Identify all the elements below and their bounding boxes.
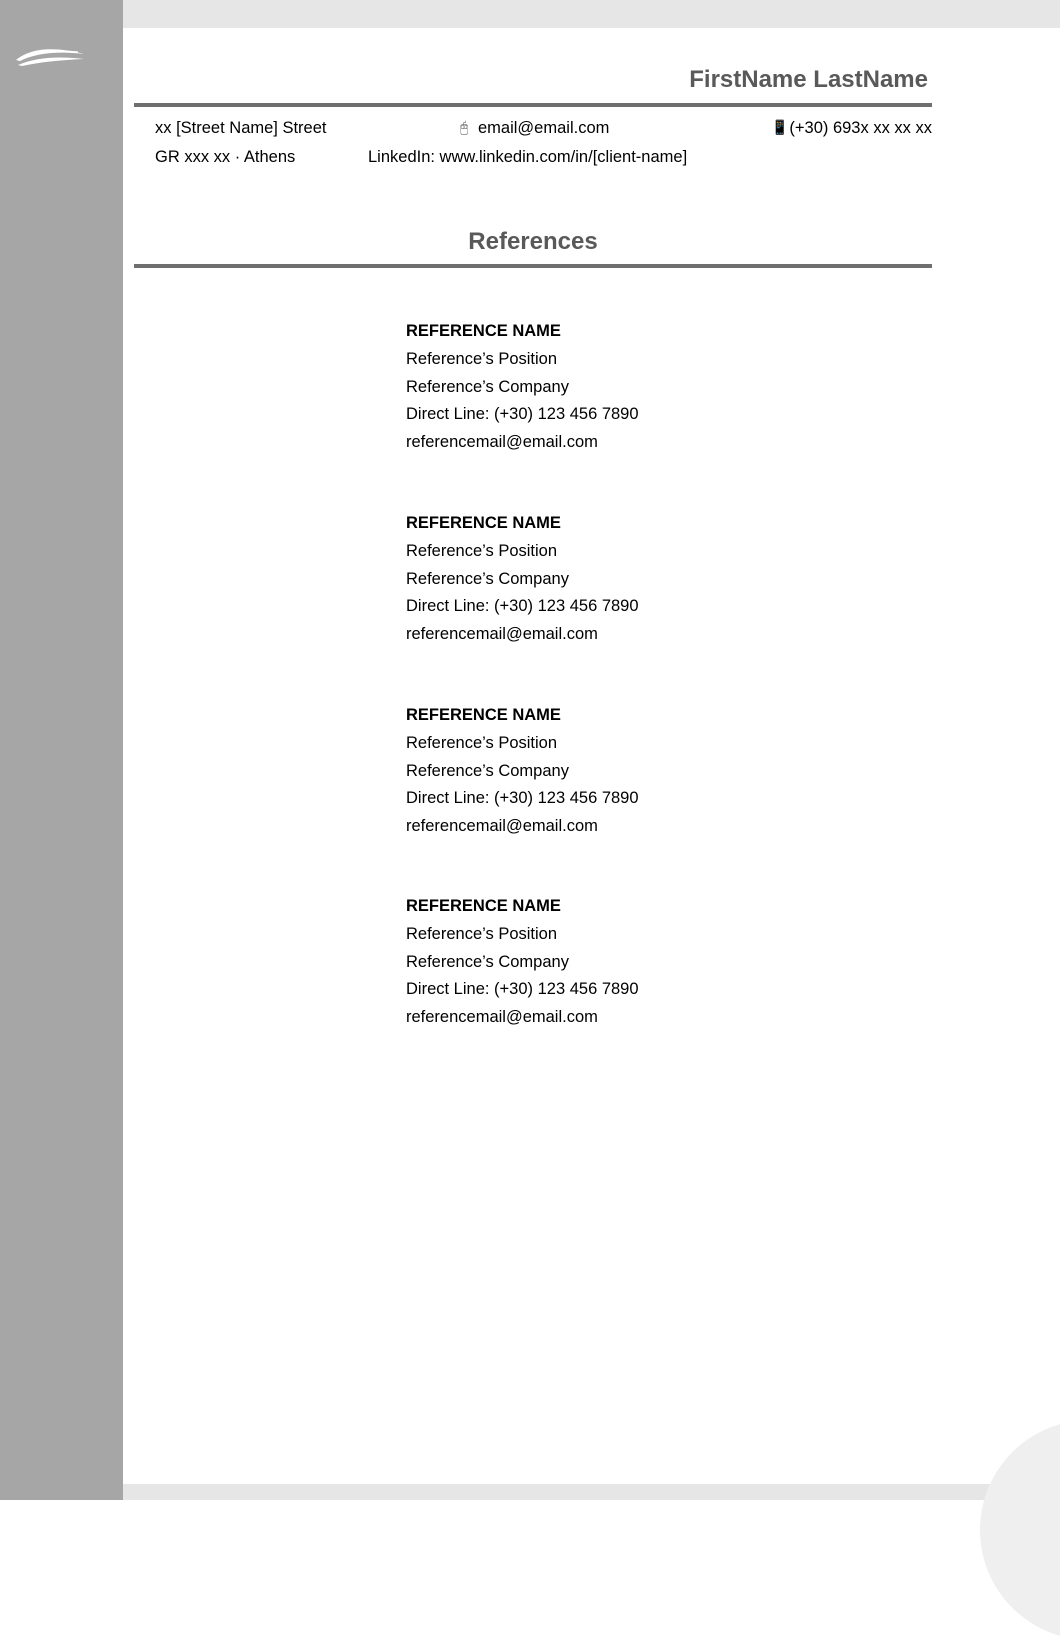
reference-block [406,702,639,841]
reference-company: Reference’s Company [406,952,569,971]
mobile-phone-icon: 📱 [771,119,789,135]
reference-company: Reference’s Company [406,569,569,588]
section-title: References [468,228,598,255]
reference-company: Reference’s Company [406,377,569,396]
sidebar [0,0,123,1500]
bottom-band [123,1484,1060,1500]
city-address: GR xxx xx · Athens [155,148,296,166]
reference-block [406,893,639,1032]
reference-email[interactable]: referencemail@email.com [406,433,598,452]
reference-direct-line: Direct Line: (+30) 123 456 7890 [406,980,639,999]
email-contact[interactable] [460,119,609,138]
swoosh-logo-icon [14,44,86,70]
phone-text: (+30) 693x xx xx xx [789,119,932,137]
reference-direct-line: Direct Line: (+30) 123 456 7890 [406,597,639,616]
corner-decoration [980,1420,1060,1640]
reference-email[interactable]: referencemail@email.com [406,1008,598,1027]
reference-position: Reference’s Position [406,733,558,752]
reference-position: Reference’s Position [406,541,558,560]
reference-name: REFERENCE NAME [406,897,561,915]
reference-company: Reference’s Company [406,761,569,780]
reference-position: Reference’s Position [406,349,558,368]
reference-block [406,318,639,457]
reference-block [406,510,639,649]
reference-position: Reference’s Position [406,924,558,943]
full-name: FirstName LastName [689,66,928,93]
street-address: xx [Street Name] Street [155,119,327,137]
phone-contact [771,119,932,138]
header-divider [134,103,932,107]
top-band [123,0,1060,28]
reference-direct-line: Direct Line: (+30) 123 456 7890 [406,405,639,424]
reference-name: REFERENCE NAME [406,322,561,340]
email-text: email@email.com [478,119,610,137]
reference-name: REFERENCE NAME [406,514,561,532]
reference-name: REFERENCE NAME [406,706,561,724]
reference-direct-line: Direct Line: (+30) 123 456 7890 [406,789,639,808]
reference-email[interactable]: referencemail@email.com [406,817,598,836]
linkedin-contact[interactable]: LinkedIn: www.linkedin.com/in/[client-name] [368,148,688,166]
mouse-icon: 🖰 [460,119,469,135]
reference-email[interactable]: referencemail@email.com [406,625,598,644]
section-divider [134,264,932,268]
